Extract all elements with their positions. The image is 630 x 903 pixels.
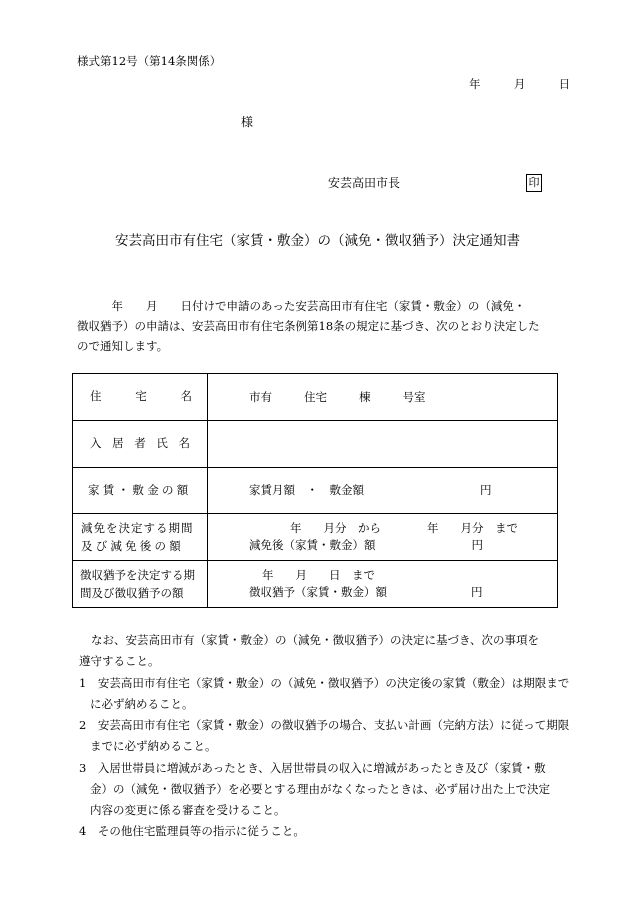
- value-deferral-period[interactable]: [208, 561, 558, 608]
- rent-deposit-text: 家賃月額 ・ 敷金額: [249, 483, 364, 497]
- deferral-year: 年: [262, 568, 274, 582]
- reduction-to-year: 年: [427, 521, 439, 535]
- issuer-name: 安芸高田市長: [328, 176, 401, 190]
- deferral-label-line-2: 間及び徴収猶予の額: [80, 586, 184, 600]
- notes-intro-line-1: なお、安芸高田市有（家賃・敷金）の（減免・徴収猶予）の決定に基づき、次の事項を: [91, 633, 540, 647]
- table-row-rent: [73, 468, 558, 514]
- intro-line-3: ので通知します。: [77, 339, 169, 353]
- date-day-label: 日: [558, 77, 571, 91]
- intro-paragraph: [77, 296, 555, 356]
- value-tenant-name[interactable]: [208, 421, 558, 468]
- reduction-from-month: 月分 から: [323, 521, 381, 535]
- yen-unit: 円: [480, 483, 492, 497]
- label-char: 居: [112, 436, 124, 451]
- date-year-label: 年: [469, 77, 481, 91]
- label-char: 名: [180, 389, 192, 404]
- deferral-label-line-1: 徴収猶予を決定する期: [80, 568, 195, 582]
- date-month-label: 月: [513, 77, 526, 91]
- value-residence-name[interactable]: [208, 374, 558, 421]
- rent-deposit-label: 家賃・敷金の額: [88, 482, 192, 497]
- note-item-2-line-2: までに必ず納めること。: [90, 739, 217, 753]
- decision-table: [72, 373, 558, 608]
- note-item-2-line-1: 2 安芸高田市有住宅（家賃・敷金）の徴収猶予の場合、支払い計画（完納方法）に従って期限: [79, 718, 570, 732]
- note-item-1-line-2: に必ず納めること。: [90, 697, 194, 711]
- note-item-4: 4 その他住宅監理員等の指示に従うこと。: [79, 824, 305, 838]
- deferral-day: 日 まで: [329, 568, 375, 582]
- seal-mark: 印: [526, 174, 542, 192]
- notes-intro-line-2: 遵守すること。: [79, 654, 160, 668]
- residence-prefix: 市有: [249, 389, 272, 404]
- intro-line-2: 徴収猶予）の申請は、安芸高田市有住宅条例第18条の規定に基づき、次のとおり決定した: [77, 319, 540, 333]
- table-row-residence: [73, 374, 558, 421]
- value-reduction-period[interactable]: [208, 514, 558, 561]
- note-item-3-line-3: 内容の変更に係る審査を受けること。: [90, 803, 286, 817]
- label-char: 宅: [135, 389, 147, 404]
- intro-line-1: 年 月 日付けで申請のあった安芸高田市有住宅（家賃・敷金）の（減免・: [77, 299, 526, 313]
- reduction-label-line-1: 減免を決定する期間: [81, 521, 194, 535]
- residence-building: 棟: [359, 389, 371, 404]
- yen-unit: 円: [471, 538, 483, 552]
- label-char: 者: [134, 436, 146, 451]
- label-deferral-period: [73, 561, 208, 608]
- table-row-reduction: [73, 514, 558, 561]
- label-residence-name: [73, 374, 208, 421]
- addressee: 様: [241, 115, 254, 129]
- deferral-month: 月: [295, 568, 307, 582]
- table-row-tenant: [73, 421, 558, 468]
- residence-room: 号室: [402, 389, 426, 404]
- label-char: 名: [178, 436, 190, 451]
- reduction-to-month: 月分 まで: [460, 521, 518, 535]
- label-char: 氏: [156, 436, 168, 451]
- reduction-label-line-2: 及び減免後の額: [81, 539, 184, 553]
- label-tenant-name: [73, 421, 208, 468]
- residence-housing: 住宅: [304, 389, 327, 404]
- yen-unit: 円: [471, 585, 483, 599]
- table-row-deferral: [73, 561, 558, 608]
- note-item-3-line-1: 3 入居世帯員に増減があったとき、入居世帯員の収入に増減があったとき及び（家賃・敷: [79, 761, 546, 775]
- note-item-3-line-2: 金）の（減免・徴収猶予）を必要とする理由がなくなったときは、必ず届け出た上で決定: [90, 782, 550, 796]
- reduced-amount-label: 減免後（家賃・敷金）額: [249, 538, 376, 552]
- note-item-1-line-1: 1 安芸高田市有住宅（家賃・敷金）の（減免・徴収猶予）の決定後の家賃（敷金）は期限まで: [79, 676, 570, 690]
- form-number: 様式第12号（第14条関係）: [77, 54, 222, 68]
- label-char: 入: [90, 436, 102, 451]
- reduction-from-year: 年: [290, 521, 302, 535]
- value-rent-deposit[interactable]: [208, 468, 558, 514]
- issue-date: [469, 79, 570, 91]
- deferred-amount-label: 徴収猶予（家賃・敷金）額: [249, 585, 387, 599]
- document-title: 安芸高田市有住宅（家賃・敷金）の（減免・徴収猶予）決定通知書: [115, 233, 520, 249]
- label-char: 住: [90, 389, 102, 404]
- label-reduction-period: [73, 514, 208, 561]
- label-rent-deposit: [73, 468, 208, 514]
